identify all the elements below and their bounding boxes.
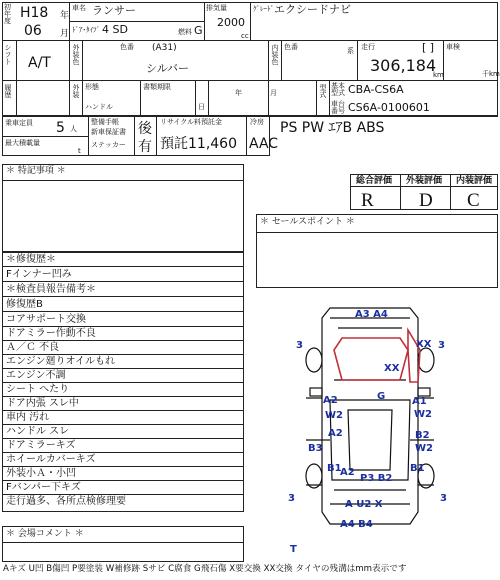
- mileage-label: 走行: [361, 43, 375, 51]
- month-unit: 月: [60, 29, 70, 39]
- ac-value: AAC: [249, 136, 279, 152]
- header-divider: [281, 40, 282, 80]
- exterior-rating-label: 外装評価: [406, 176, 443, 186]
- mark-g: G: [377, 391, 386, 402]
- inspector-note: 走行過多、各所点検修理要: [6, 496, 126, 507]
- sticker-value: 有: [138, 139, 152, 155]
- header-divider: [357, 40, 358, 80]
- venue-comment-title: ＊ 会場コメント ＊: [6, 529, 84, 539]
- model-code: CBA-CS6A: [348, 83, 404, 96]
- header-divider: [69, 21, 204, 22]
- grade-label: ｸﾞﾚｰﾄﾞ: [253, 5, 274, 13]
- month-value: 06: [24, 23, 42, 39]
- mark-front-right-wheel: 3: [438, 340, 445, 351]
- header-divider: [82, 40, 83, 116]
- capacity-unit: 人: [70, 125, 77, 133]
- era-year: H18: [20, 5, 49, 21]
- header-divider: [246, 116, 247, 156]
- chassis-number: CS6A-0100601: [348, 101, 430, 114]
- mark-p3-b2: P3 B2: [360, 473, 393, 484]
- mark-a2-rear-left: A2: [328, 428, 343, 439]
- displacement-label: 排気量: [206, 4, 227, 12]
- mark-w2-right: W2: [414, 409, 432, 420]
- interior-color-suffix: 系: [347, 47, 354, 55]
- max-load-label: 最大積載量: [5, 139, 40, 147]
- car-name: ランサー: [92, 4, 136, 17]
- inspector-note: コアサポート交換: [2, 312, 244, 327]
- mark-windshield: XX: [384, 363, 400, 374]
- mark-right-front-xx: XX: [416, 339, 432, 350]
- capacity-value: 5: [56, 120, 65, 136]
- interior-rating-label: 内装評価: [456, 176, 493, 186]
- maintenance-value: 後: [138, 121, 152, 137]
- interior-color-code-label: 色番: [284, 43, 298, 51]
- overall-rating: R: [361, 190, 374, 211]
- header-divider: [208, 80, 209, 116]
- interior-rating: C: [467, 190, 480, 211]
- shift-value: A/T: [28, 55, 51, 71]
- chassis-label: 車台番号: [331, 100, 345, 115]
- special-notes-rule: [2, 180, 244, 181]
- mark-a3-a4: A3 A4: [355, 309, 388, 320]
- header-divider: [69, 2, 70, 40]
- header-divider: [88, 116, 89, 156]
- inspector-note: ドアミラーキズ: [2, 438, 244, 453]
- mark-rear-right-wheel: 3: [440, 493, 447, 504]
- legend: Aキズ U凹 B傷凹 P要塗装 W補修跡 Sサビ C腐食 G飛石傷 X要交換 XX交換 タイヤの残溝はmm表示です: [3, 564, 407, 574]
- doc-month-label: 月: [270, 89, 277, 97]
- fuel-label: 燃料: [178, 28, 192, 36]
- overall-rating-label: 総合評価: [356, 176, 393, 186]
- mark-a1-right: A1: [412, 396, 427, 407]
- header-divider: [134, 116, 135, 156]
- sticker-label: ステッカー: [91, 141, 126, 149]
- header-divider: [268, 40, 269, 116]
- sales-points-rule: [256, 232, 498, 233]
- handle-label: ハンドル: [85, 103, 113, 111]
- inspector-notes-title: ＊検査員報告備考＊: [2, 282, 244, 297]
- shape-label: 形態: [85, 83, 99, 91]
- doc-deadline-label: 書類期限: [143, 83, 171, 91]
- header-divider: [16, 40, 17, 116]
- mark-b2-right: B2: [415, 430, 430, 441]
- door-type-label: ﾄﾞｱ･ﾀｲﾌﾟ: [72, 26, 100, 34]
- header-divider: [250, 2, 251, 40]
- door-type: 4 SD: [102, 23, 128, 36]
- mark-w2-left: W2: [325, 410, 343, 421]
- exterior-rating: D: [419, 190, 433, 211]
- inspector-note: 車内 汚れ: [2, 410, 244, 425]
- repair-history-title: ＊修復歴＊: [2, 252, 244, 267]
- equipment-list: PS PW ｴｱB ABS: [280, 120, 385, 136]
- header-divider: [195, 80, 196, 116]
- sales-points-title: ＊ セールスポイント ＊: [260, 217, 355, 227]
- header-divider: [2, 136, 88, 137]
- mark-b1-right: B1: [410, 463, 425, 474]
- repair-history-value: Fインナー凹み: [2, 267, 244, 282]
- inspector-note: 修復歴B: [2, 297, 244, 312]
- header-divider: [69, 40, 70, 116]
- inspector-note: ドア内張 スレ中: [2, 396, 244, 411]
- doc-day-label: 日: [198, 103, 205, 111]
- car-name-label: 車名: [72, 4, 86, 12]
- venue-comment-rule: [2, 542, 244, 543]
- inspector-note: 外装小Ａ・小凹: [2, 466, 244, 481]
- mark-rear-left-wheel: 3: [288, 493, 295, 504]
- doc-year-label: 年: [235, 89, 242, 97]
- mileage-bracket: [ ]: [422, 41, 435, 54]
- header-divider: [140, 80, 141, 116]
- fuel-value: G: [194, 24, 203, 37]
- capacity-label: 乗車定員: [5, 119, 33, 127]
- history-label: 履歴: [4, 84, 12, 98]
- era-label: 初 年 度: [4, 3, 11, 25]
- era-unit: 年: [60, 11, 70, 21]
- displacement-value: 2000: [217, 16, 245, 29]
- inspector-note: ハンドル スレ: [2, 424, 244, 439]
- inspector-note: ホイールカバーキズ: [2, 452, 244, 467]
- inspection-unit: 千km: [482, 70, 500, 78]
- inspection-label: 車検: [446, 43, 460, 51]
- interior-color-label: 内装色: [271, 44, 279, 65]
- inspector-note: エンジン廻りオイルもれ: [2, 354, 244, 369]
- color-name: シルバー: [146, 62, 189, 75]
- recycle-value: 預託11,460: [160, 136, 237, 152]
- mark-b3-left: B3: [308, 443, 323, 454]
- base-model-label: 基本型式: [331, 82, 345, 97]
- recycle-label: リサイクル料預託金: [160, 118, 223, 126]
- model-label: 型式: [319, 84, 327, 98]
- inspector-note: Ａ／Ｃ 不良: [2, 340, 244, 355]
- exterior-color-label: 外装色: [72, 44, 80, 65]
- mileage-unit: km: [433, 71, 444, 79]
- row3-exterior-label: 外装: [72, 84, 80, 98]
- mark-a4-b4: A4 B4: [340, 519, 373, 530]
- mark-a2-rear-right: A2: [340, 467, 355, 478]
- mark-b1-left: B1: [327, 463, 342, 474]
- inspector-note: シート へたり: [2, 382, 244, 397]
- ac-label: 冷房: [250, 118, 264, 126]
- mark-w2-right-2: W2: [415, 443, 433, 454]
- maintenance-label: 整備手帳: [91, 118, 119, 126]
- mark-front-left-wheel: 3: [296, 340, 303, 351]
- mark-t: T: [290, 544, 297, 555]
- header-divider: [316, 80, 317, 116]
- header-divider: [204, 2, 205, 40]
- grade-value: エクシードナビ: [274, 3, 351, 16]
- header-divider: [2, 80, 498, 81]
- color-code-label: 色番: [120, 43, 134, 51]
- ratings-rule: [350, 186, 498, 187]
- displacement-unit: cc: [241, 32, 249, 40]
- inspector-note: エンジン不調: [2, 368, 244, 383]
- color-code: (A31): [152, 43, 177, 53]
- mark-a2-left: A2: [323, 395, 338, 406]
- mark-u2x: A U2 X: [345, 499, 383, 510]
- header-divider: [329, 80, 330, 116]
- special-notes-title: ＊ 特記事項 ＊: [6, 166, 66, 176]
- warranty-label: 新車保証書: [91, 128, 126, 136]
- mileage-value: 306,184: [370, 56, 437, 75]
- max-load-unit: t: [78, 147, 81, 155]
- special-notes-box: [2, 164, 244, 252]
- shift-label: シフト: [4, 44, 12, 65]
- ratings-rule: [400, 174, 401, 210]
- inspector-note: ドアミラー作動不良: [2, 326, 244, 341]
- ratings-rule: [450, 174, 451, 210]
- inspector-note: Fバンパー下キズ: [2, 480, 244, 495]
- header-divider: [156, 116, 157, 156]
